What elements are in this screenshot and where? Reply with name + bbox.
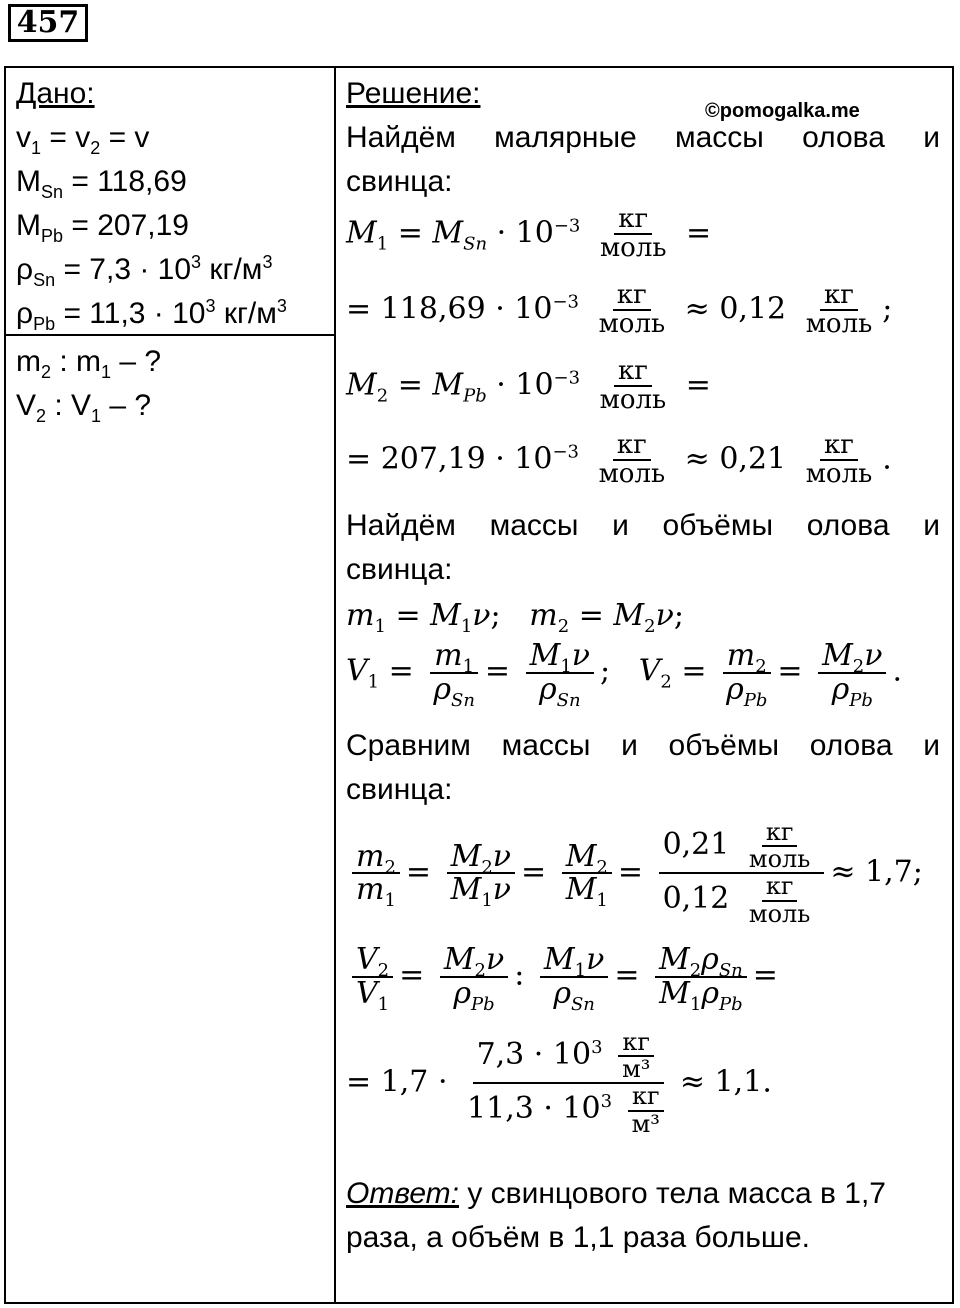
given-line-3: $M_{Pb} = 207,19$ [16, 209, 189, 246]
formula-M1: $M_1 = M_{Sn} \cdot 10^{-3}$ $\frac{кг}{\text{моль}}$ = [346, 204, 712, 264]
formula-M1-value: = $118,69 \cdot 10^{-3}$ $\frac{кг}{\text{моль}}$ ≈ 0,12 $\frac{кг}{\text{моль}}$ ; [346, 280, 893, 340]
solution-text-2b: свинца: [346, 553, 453, 586]
solution-heading: Решение: [346, 77, 481, 110]
watermark: ©pomogalka.me [705, 100, 860, 122]
column-divider [334, 66, 336, 1304]
find-line-1: $m_2$ : $m_1$ – ? [16, 345, 162, 382]
solution-heading-block [346, 72, 940, 204]
solution-text-2-block [346, 504, 940, 592]
find-column [16, 340, 161, 428]
answer-label: Ответ: [346, 1177, 459, 1210]
formula-masses: $m_1 = M_1\nu$; $m_2 = M_2\nu$; [346, 598, 684, 637]
given-heading: Дано: [16, 77, 95, 110]
solution-text-1: Найдём малярные массы олова и [346, 121, 940, 154]
formula-mass-ratio: $\frac{m_2}{m_1}$ = $\frac{M_2\nu}{M_1\nu}$ = $\frac{M_2}{M_1}$ = 0,21 $\frac{кг}{\text{моль}}$ 0,12 $\frac{кг}{\text{моль}}$ ≈ 1,7; [346, 820, 923, 927]
solution-text-3: Сравним массы и объёмы олова и [346, 729, 940, 762]
answer-text-1: у свинцового тела масса в 1,7 [459, 1177, 886, 1210]
given-line-1: $v_1 = v_2 = v$ [16, 121, 150, 158]
formula-M2-value: = $207,19 \cdot 10^{-3}$ $\frac{кг}{\text{моль}}$ ≈ 0,21 $\frac{кг}{\text{моль}}$ . [346, 430, 892, 490]
given-column [16, 72, 287, 336]
formula-volume-value: = 1,7 · $7,3 \cdot 10^3$ $\frac{кг}{\text{м³}}$ $11,3 \cdot 10^3$ $\frac{кг}{\text{м³}}$ ≈ 1,1. [346, 1028, 772, 1138]
problem-number: 457 [8, 4, 88, 42]
answer-block [346, 1172, 886, 1260]
formula-volumes: $V_1$ = $\frac{m_1}{\rho_{Sn}}$ = $\frac{M_1\nu}{\rho_{Sn}}$ ; $V_2$ = $\frac{m_2}{\rho_{Pb}}$ = $\frac{M_2\nu}{\rho_{Pb}}$ . [346, 638, 903, 711]
solution-text-3-block [346, 724, 940, 812]
solution-text-2: Найдём массы и объёмы олова и [346, 509, 940, 542]
solution-text-1b: свинца: [346, 165, 453, 198]
formula-M2: $M_2 = M_{Pb} \cdot 10^{-3}$ $\frac{кг}{\text{моль}}$ = [346, 356, 711, 416]
formula-volume-ratio: $\frac{V_2}{V_1}$ = $\frac{M_2\nu}{\rho_{Pb}}$ : $\frac{M_1\nu}{\rho_{Sn}}$ = $\frac{M_2\rho_{Sn}}{M_1\rho_{Pb}}$ = [346, 944, 778, 1009]
given-line-2: $M_{Sn} = 118,69$ [16, 165, 187, 202]
find-line-2: $V_2$ : $V_1$ – ? [16, 389, 152, 426]
solution-text-3b: свинца: [346, 773, 453, 806]
given-line-4: $\rho_{Sn} = 7,3 \cdot 10^3$ $кг/м^3$ [16, 252, 273, 290]
answer-text-2: раза, а объём в 1,1 раза больше. [346, 1221, 810, 1254]
given-line-5: $\rho_{Pb} = 11,3 \cdot 10^3$ $кг/м^3$ [16, 296, 287, 334]
